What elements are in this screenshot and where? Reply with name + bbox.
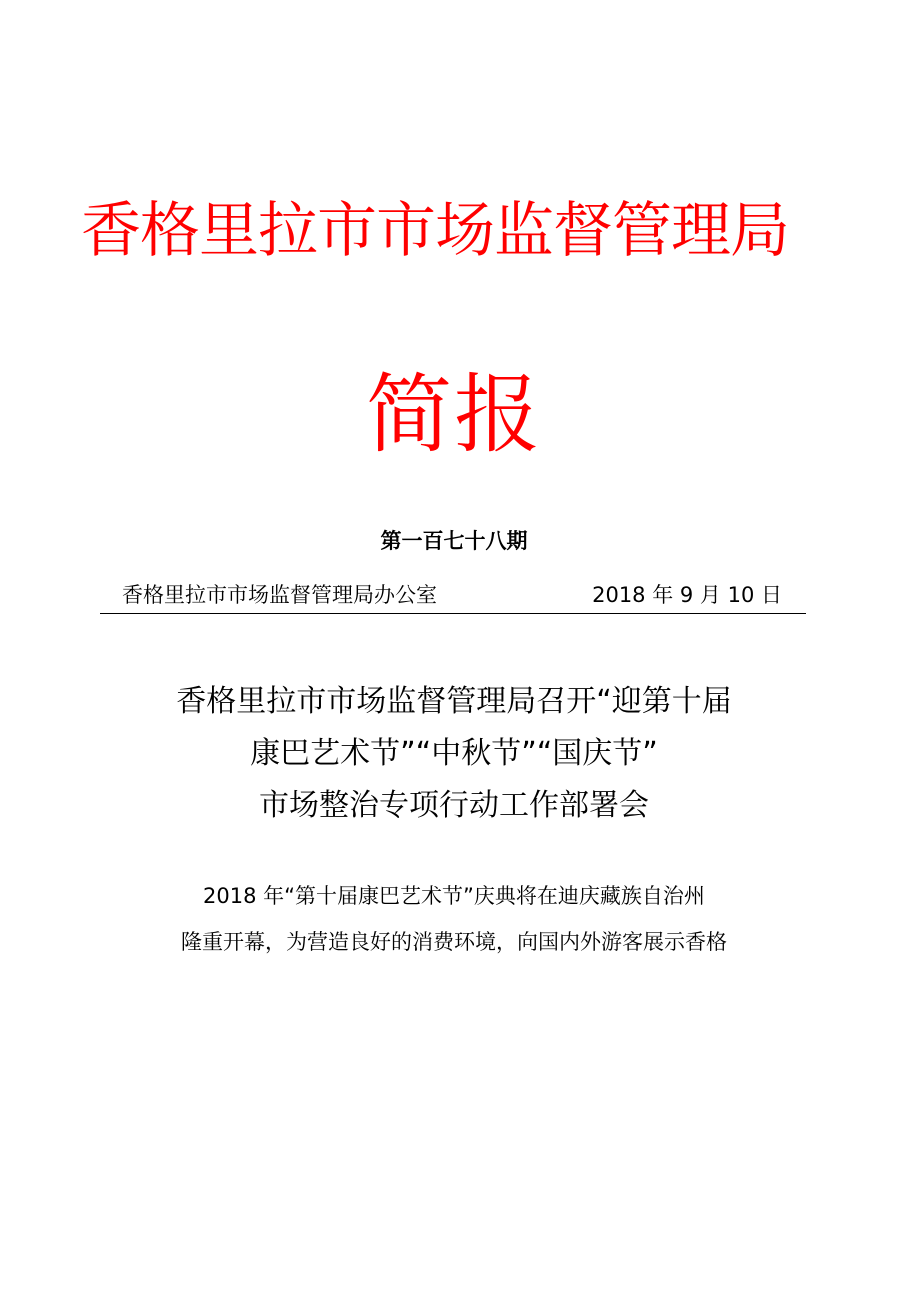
headline-line: 康巴艺术节”“中秋节”“国庆节” (250, 736, 658, 771)
issuer-row (100, 579, 806, 614)
issue-date: 2018 年 9 月 10 日 (592, 583, 782, 607)
issue-number: 第一百七十八期 (380, 529, 528, 553)
issuer-name: 香格里拉市市场监督管理局办公室 (122, 583, 437, 607)
article-body (0, 873, 908, 965)
masthead-title: 简报 (366, 365, 542, 465)
body-line: 2018 年“第十届康巴艺术节”庆典将在迪庆藏族自治州 (203, 884, 705, 908)
headline-line: 市场整治专项行动工作部署会 (259, 788, 649, 823)
masthead-organization: 香格里拉市市场监督管理局 (81, 196, 789, 266)
headline-line: 香格里拉市市场监督管理局召开“迎第十届 (176, 684, 732, 719)
body-line: 隆重开幕，为营造良好的消费环境，向国内外游客展示香格 (181, 930, 727, 954)
article-headline (0, 676, 908, 832)
